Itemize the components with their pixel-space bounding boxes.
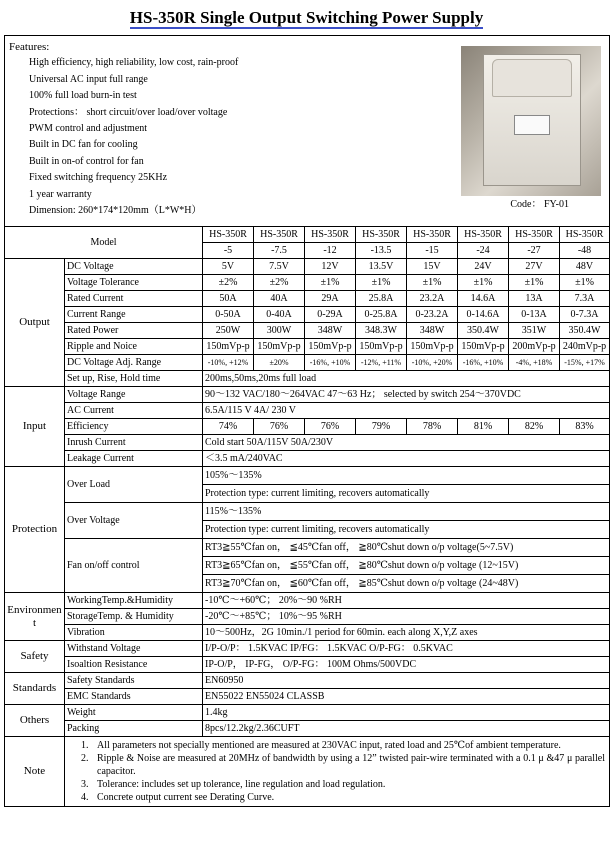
cell-value: 150mVp-p: [203, 339, 254, 355]
cell-value: 150mVp-p: [356, 339, 407, 355]
model-label: Model: [5, 227, 203, 259]
row-label: Leakage Current: [65, 451, 203, 467]
cell-value: -16%, +10%: [458, 355, 509, 371]
cell-value: 1.4kg: [203, 705, 610, 721]
cell-value: 250W: [203, 323, 254, 339]
cell-value: 25.8A: [356, 291, 407, 307]
product-code: Code： FY-01: [510, 199, 570, 210]
row-label: EMC Standards: [65, 689, 203, 705]
cell-value: 7.3A: [560, 291, 610, 307]
row-label: Safety Standards: [65, 673, 203, 689]
cell-value: 351W: [509, 323, 560, 339]
model-suffix: -13.5: [356, 243, 407, 259]
section-note: Note: [5, 737, 65, 807]
row-label: Inrush Current: [65, 435, 203, 451]
cell-value: 76%: [305, 419, 356, 435]
cell-value: -12%, +11%: [356, 355, 407, 371]
model-name-top: HS-350R: [560, 227, 610, 243]
row-label: Current Range: [65, 307, 203, 323]
row-label: Over Voltage: [65, 503, 203, 539]
model-suffix: -27: [509, 243, 560, 259]
model-suffix: -12: [305, 243, 356, 259]
feature-item: Universal AC input full range: [29, 73, 148, 85]
cell-value: ±2%: [254, 275, 305, 291]
cell-value: 150mVp-p: [407, 339, 458, 355]
row-label: Voltage Tolerance: [65, 275, 203, 291]
feature-item: 1 year warranty: [29, 188, 92, 200]
cell-value: 12V: [305, 259, 356, 275]
section-output: Output: [5, 259, 65, 387]
cell-value: 81%: [458, 419, 509, 435]
row-label: Voltage Range: [65, 387, 203, 403]
cell-value: 13A: [509, 291, 560, 307]
cell-value: 200ms,50ms,20ms full load: [203, 371, 610, 387]
feature-item: PWM control and adjustment: [29, 123, 148, 135]
model-suffix: -24: [458, 243, 509, 259]
cell-value: 48V: [560, 259, 610, 275]
note-item: 3. Tolerance: includes set up tolerance, line regulation and load regulation.: [91, 778, 605, 791]
cell-value: IP-O/P， IP-FG， O/P-FG： 100M Ohms/500VDC: [203, 657, 610, 673]
note-item: 1. All parameters not specially mentioned are measured at 230VAC input, rated load and 25℃of ambient temperature.: [91, 739, 605, 752]
model-suffix: -48: [560, 243, 610, 259]
cell-value: 78%: [407, 419, 458, 435]
enclosure-illustration: [483, 54, 581, 186]
cell-value: 74%: [203, 419, 254, 435]
cell-value: -16%, +10%: [305, 355, 356, 371]
cell-value: 10～500Hz，2G 10min./1 period for 60min. each along X,Y,Z axes: [203, 625, 610, 641]
row-label: WorkingTemp.&Humidity: [65, 593, 203, 609]
row-label: Withstand Voltage: [65, 641, 203, 657]
cell-value: 24V: [458, 259, 509, 275]
feature-item: Dimension: 260*174*120mm（L*W*H）: [29, 205, 202, 217]
cell-value: ±2%: [203, 275, 254, 291]
model-name-top: HS-350R: [356, 227, 407, 243]
cell-value: EN60950: [203, 673, 610, 689]
cell-value: 15V: [407, 259, 458, 275]
row-label: Ripple and Noice: [65, 339, 203, 355]
row-label: Rated Current: [65, 291, 203, 307]
cell-value: -10%, +12%: [203, 355, 254, 371]
row-label: Rated Power: [65, 323, 203, 339]
cell-value: 0-7.3A: [560, 307, 610, 323]
cell-value: ＜3.5 mA/240VAC: [203, 451, 610, 467]
model-suffix: -15: [407, 243, 458, 259]
cell-value: -10%, +20%: [407, 355, 458, 371]
model-suffix: -5: [203, 243, 254, 259]
note-item: 2. Ripple & Noise are measured at 20MHz of bandwidth by using a 12” twisted pair-wire terminated with a 0.1 μ &47 μ parallel capacitor.: [91, 752, 605, 778]
cell-value: Cold start 50A/115V 50A/230V: [203, 435, 610, 451]
row-label: DC Voltage: [65, 259, 203, 275]
row-label: Vibration: [65, 625, 203, 641]
cell-value: 7.5V: [254, 259, 305, 275]
cell-value: 83%: [560, 419, 610, 435]
features-cell: [5, 36, 610, 227]
cell-value: 150mVp-p: [305, 339, 356, 355]
feature-item: Protections： short circuit/over load/over voltage: [29, 106, 228, 118]
model-name-top: HS-350R: [509, 227, 560, 243]
cell-value: -15%, +17%: [560, 355, 610, 371]
feature-item: Built in on-of control for fan: [29, 155, 144, 167]
cell-value: 79%: [356, 419, 407, 435]
cell-value: 350.4W: [560, 323, 610, 339]
cell-value: 29A: [305, 291, 356, 307]
feature-item: Built in DC fan for cooling: [29, 139, 138, 151]
cell-value: 200mVp-p: [509, 339, 560, 355]
cell-value: -20℃～+85℃； 10%～95 %RH: [203, 609, 610, 625]
model-suffix: -7.5: [254, 243, 305, 259]
cell-value: 105%～135%: [203, 467, 610, 485]
section-standards: Standards: [5, 673, 65, 705]
cell-value: 0-14.6A: [458, 307, 509, 323]
page-title: HS-350R Single Output Switching Power Supply: [129, 8, 484, 27]
cell-value: ±1%: [407, 275, 458, 291]
cell-value: ±1%: [458, 275, 509, 291]
product-label-illustration: [514, 115, 550, 135]
cell-value: 348W: [407, 323, 458, 339]
cell-value: 50A: [203, 291, 254, 307]
row-label: Packing: [65, 721, 203, 737]
cell-value: 0-50A: [203, 307, 254, 323]
cell-value: RT3≧55℃fan on， ≦45℃fan off， ≧80℃shut down o/p voltage(5~7.5V): [203, 539, 610, 557]
cell-value: ±1%: [560, 275, 610, 291]
cell-value: 82%: [509, 419, 560, 435]
cell-value: 300W: [254, 323, 305, 339]
cell-value: ±1%: [305, 275, 356, 291]
cell-value: 150mVp-p: [254, 339, 305, 355]
row-label: Over Load: [65, 467, 203, 503]
cell-value: 6.5A/115 V 4A/ 230 V: [203, 403, 610, 419]
row-label: DC Voltage Adj. Range: [65, 355, 203, 371]
model-name-top: HS-350R: [203, 227, 254, 243]
section-safety: Safety: [5, 641, 65, 673]
feature-item: 100% full load burn-in test: [29, 90, 137, 102]
row-label: Isoaltion Resistance: [65, 657, 203, 673]
features-heading: Features:: [9, 41, 50, 53]
model-name-top: HS-350R: [305, 227, 356, 243]
notes-cell: [65, 737, 610, 807]
note-item: 4. Concrete output current see Derating Curve.: [91, 791, 605, 804]
section-others: Others: [5, 705, 65, 737]
model-name-top: HS-350R: [254, 227, 305, 243]
cell-value: 0-13A: [509, 307, 560, 323]
cell-value: 14.6A: [458, 291, 509, 307]
cell-value: Protection type: current limiting, recovers automatically: [203, 521, 610, 539]
cell-value: 76%: [254, 419, 305, 435]
cell-value: 0-40A: [254, 307, 305, 323]
cell-value: 115%～135%: [203, 503, 610, 521]
fan-cover-illustration: [492, 59, 572, 97]
spec-table: [4, 35, 610, 807]
cell-value: 0-25.8A: [356, 307, 407, 323]
cell-value: 5V: [203, 259, 254, 275]
section-protection: Protection: [5, 467, 65, 593]
cell-value: 23.2A: [407, 291, 458, 307]
cell-value: RT3≧70℃fan on， ≦60℃fan off， ≧85℃shut down o/p voltage (24~48V): [203, 575, 610, 593]
feature-item: High efficiency, high reliability, low cost, rain-proof: [29, 57, 239, 69]
row-label: Set up, Rise, Hold time: [65, 371, 203, 387]
section-input: Input: [5, 387, 65, 467]
product-photo: [461, 46, 601, 196]
row-label: Weight: [65, 705, 203, 721]
row-label: Fan on/off control: [65, 539, 203, 593]
cell-value: 348W: [305, 323, 356, 339]
cell-value: -10℃～+60℃； 20%～90 %RH: [203, 593, 610, 609]
model-name-top: HS-350R: [407, 227, 458, 243]
cell-value: 0-23.2A: [407, 307, 458, 323]
feature-item: Fixed switching frequency 25KHz: [29, 172, 168, 184]
cell-value: ±20%: [254, 355, 305, 371]
cell-value: 240mVp-p: [560, 339, 610, 355]
cell-value: Protection type: current limiting, recovers automatically: [203, 485, 610, 503]
cell-value: 90～132 VAC/180～264VAC 47～63 Hz； selected by switch 254～370VDC: [203, 387, 610, 403]
cell-value: ±1%: [509, 275, 560, 291]
cell-value: 0-29A: [305, 307, 356, 323]
cell-value: 27V: [509, 259, 560, 275]
cell-value: 8pcs/12.2kg/2.36CUFT: [203, 721, 610, 737]
cell-value: 150mVp-p: [458, 339, 509, 355]
cell-value: 40A: [254, 291, 305, 307]
cell-value: RT3≧65℃fan on， ≦55℃fan off， ≧80℃shut down o/p voltage (12~15V): [203, 557, 610, 575]
cell-value: 348.3W: [356, 323, 407, 339]
cell-value: 13.5V: [356, 259, 407, 275]
row-label: StorageTemp. & Humidity: [65, 609, 203, 625]
cell-value: EN55022 EN55024 CLASSB: [203, 689, 610, 705]
cell-value: 350.4W: [458, 323, 509, 339]
section-environment: Environment: [5, 593, 65, 641]
cell-value: -4%, +18%: [509, 355, 560, 371]
model-name-top: HS-350R: [458, 227, 509, 243]
cell-value: ±1%: [356, 275, 407, 291]
cell-value: I/P-O/P： 1.5KVAC IP/FG： 1.5KVAC O/P-FG： 0.5KVAC: [203, 641, 610, 657]
row-label: AC Current: [65, 403, 203, 419]
row-label: Efficiency: [65, 419, 203, 435]
